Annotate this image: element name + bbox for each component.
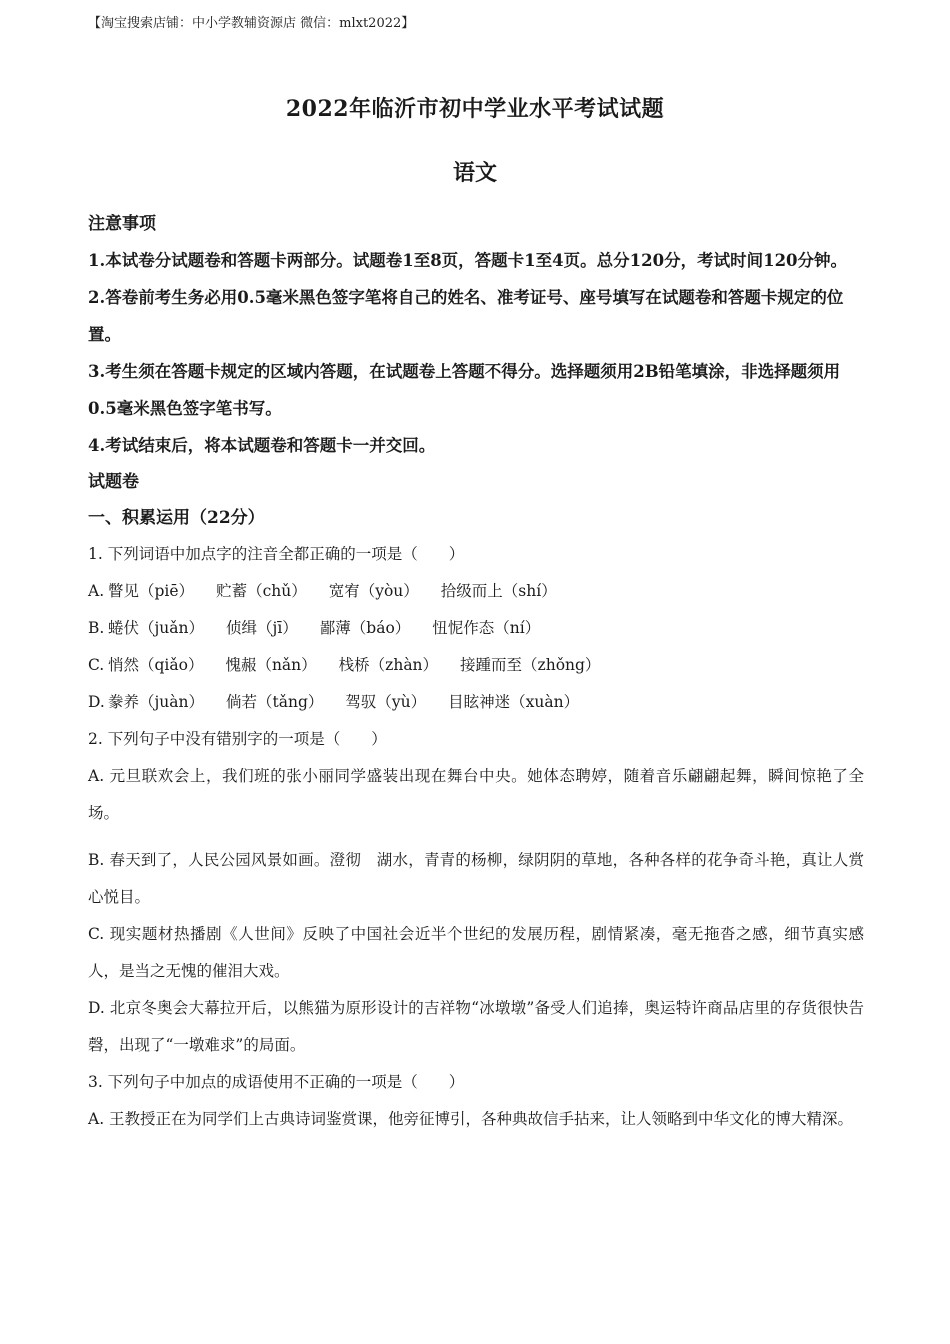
paper-heading: 试题卷 (88, 472, 139, 492)
option-letter: B. (88, 619, 105, 637)
notice-item: 4.考试结束后，将本试题卷和答题卡一并交回。 (88, 436, 436, 455)
question-1-option-a (88, 573, 864, 610)
document-body (88, 206, 864, 1138)
question-1-option-c (88, 647, 864, 684)
option-word: 蜷伏（juǎn） (108, 619, 205, 637)
header-note: 【淘宝搜索店铺：中小学教辅资源店 微信：mlxt2022】 (88, 16, 415, 31)
option-letter: A. (88, 582, 105, 600)
option-word: 目眩神迷（xuàn） (448, 693, 580, 711)
option-word: 豢养（juàn） (108, 693, 205, 711)
notice-item: 3.考生须在答题卡规定的区域内答题，在试题卷上答题不得分。选择题须用2B铅笔填涂，非选择题须用0.5毫米黑色签字笔书写。 (88, 362, 841, 418)
option-word: 悄然（qiǎo） (108, 656, 204, 674)
option-letter: D. (88, 693, 105, 711)
option-word: 侦缉（jī） (226, 619, 298, 637)
notice-heading: 注意事项 (88, 214, 156, 234)
option-word: 贮蓄（chǔ） (216, 582, 307, 600)
option-word: 倘若（tǎng） (226, 693, 324, 711)
question-2-option-a: A. 元旦联欢会上，我们班的张小丽同学盛装出现在舞台中央。她体态聘婷，随着音乐翩翩起舞，瞬间惊艳了全场。 (88, 767, 864, 822)
option-word: 瞥见（piē） (108, 582, 195, 600)
notice-list (88, 242, 864, 464)
question-2-option-b: B. 春天到了，人民公园风景如画。澄彻 湖水，青青的杨柳，绿阴阴的草地，各种各样的花争奇斗艳，真让人赏心悦目。 (88, 851, 864, 906)
question-1-option-d (88, 684, 864, 721)
page-title: 2022年临沂市初中学业水平考试试题 (285, 96, 665, 122)
question-1-option-b (88, 610, 864, 647)
option-word: 宽宥（yòu） (328, 582, 419, 600)
question-2-stem: 2. 下列句子中没有错别字的一项是（ ） (88, 730, 387, 748)
section-heading: 一、积累运用（22分） (88, 508, 265, 528)
option-word: 拾级而上（shí） (440, 582, 557, 600)
option-word: 栈桥（zhàn） (338, 656, 439, 674)
subject-title: 语文 (452, 160, 497, 186)
notice-item: 2.答卷前考生务必用0.5毫米黑色签字笔将自己的姓名、准考证号、座号填写在试题卷和答题卡规定的位置。 (88, 288, 844, 344)
option-word: 愧赧（nǎn） (225, 656, 317, 674)
question-3-stem: 3. 下列句子中加点的成语使用不正确的一项是（ ） (88, 1073, 465, 1091)
option-word: 忸怩作态（ní） (432, 619, 541, 637)
question-1-stem: 1. 下列词语中加点字的注音全都正确的一项是（ ） (88, 545, 465, 563)
option-word: 接踵而至（zhǒng） (460, 656, 601, 674)
option-word: 鄙薄（báo） (319, 619, 411, 637)
question-3-option-a: A. 王教授正在为同学们上古典诗词鉴赏课，他旁征博引，各种典故信手拈来，让人领略到中华文化的博大精深。 (88, 1110, 854, 1128)
option-letter: C. (88, 656, 105, 674)
question-2-option-d: D. 北京冬奥会大幕拉开后，以熊猫为原形设计的吉祥物“冰墩墩”备受人们追捧，奥运特许商品店里的存货很快告磬，出现了“一墩难求”的局面。 (88, 999, 864, 1054)
notice-item: 1.本试卷分试题卷和答题卡两部分。试题卷1至8页，答题卡1至4页。总分120分，考试时间120分钟。 (88, 251, 848, 270)
question-2-option-c: C. 现实题材热播剧《人世间》反映了中国社会近半个世纪的发展历程，剧情紧凑，毫无拖沓之感，细节真实感人，是当之无愧的催泪大戏。 (88, 925, 864, 980)
option-word: 驾驭（yù） (345, 693, 427, 711)
